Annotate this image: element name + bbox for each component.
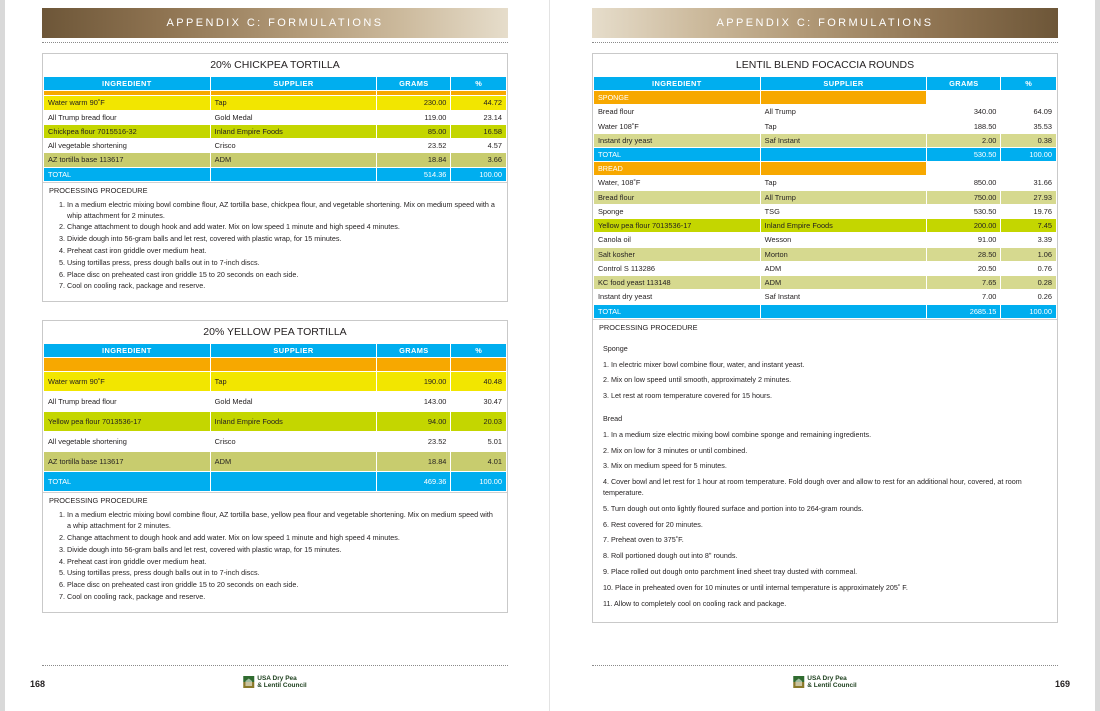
cell-grams: 85.00 <box>377 124 451 138</box>
procedure-step: 7. Preheat oven to 375˚F. <box>603 535 684 545</box>
cell-ingredient: All vegetable shortening <box>44 139 211 153</box>
page-header-title-left: APPENDIX C: FORMULATIONS <box>166 17 384 29</box>
procedure-step: 5. Using tortillas press, press dough balls out in to 7-inch discs. <box>67 258 497 269</box>
table-row <box>594 190 1057 204</box>
cell-supplier: Tap <box>210 372 377 392</box>
cell-supplier <box>210 472 377 492</box>
cell-grams: 230.00 <box>377 96 451 110</box>
procedure-step: 5. Using tortillas press, press dough balls out in to 7-inch discs. <box>67 568 497 579</box>
column-header-percent: % <box>451 77 507 91</box>
column-header-percent: % <box>451 344 507 358</box>
formulation-table <box>43 76 507 182</box>
table-total-row <box>594 304 1057 318</box>
cell-percent: 16.58 <box>451 124 507 138</box>
table-row <box>44 392 507 412</box>
cell-ingredient: Salt kosher <box>594 247 761 261</box>
table-row <box>594 119 1057 133</box>
cell-supplier <box>760 162 927 176</box>
table-row <box>594 233 1057 247</box>
cell-grams: 28.50 <box>927 247 1001 261</box>
table-row <box>594 176 1057 190</box>
procedure-label: PROCESSING PROCEDURE <box>593 319 1057 335</box>
procedure-label: PROCESSING PROCEDURE <box>43 492 507 508</box>
cell-grams <box>927 91 1001 105</box>
column-header-percent: % <box>1001 77 1057 91</box>
cell-ingredient: Control S 113286 <box>594 261 761 275</box>
logo-line-2: & Lentil Council <box>807 682 857 690</box>
cell-grams: 18.84 <box>377 452 451 472</box>
procedure-step: 7. Cool on cooling rack, package and reserve. <box>67 592 497 603</box>
cell-grams <box>377 358 451 372</box>
cell-supplier <box>210 167 377 181</box>
cell-supplier: Saf Instant <box>760 290 927 304</box>
cell-ingredient: Water warm 90˚F <box>44 372 211 392</box>
cell-ingredient: Water, 108˚F <box>594 176 761 190</box>
table-section-row <box>594 162 1057 176</box>
procedure-step: 2. Change attachment to dough hook and add water. Mix on low speed 1 minute and high speed 4 minutes. <box>67 533 497 544</box>
page-right <box>550 0 1100 711</box>
cell-supplier <box>760 148 927 162</box>
cell-grams: 530.50 <box>927 204 1001 218</box>
procedure-step: 11. Allow to completely cool on cooling rack and package. <box>603 598 787 608</box>
column-header-ingredient: INGREDIENT <box>594 77 761 91</box>
table-header-row <box>44 344 507 358</box>
cell-grams: 20.50 <box>927 261 1001 275</box>
page-number: 168 <box>30 679 46 689</box>
cell-percent: 5.01 <box>451 432 507 452</box>
cell-grams: 94.00 <box>377 412 451 432</box>
page-footer-left <box>0 663 550 711</box>
cell-percent: 1.06 <box>1001 247 1057 261</box>
procedure-step: 1. In a medium size electric mixing bowl combine sponge and remaining ingredients. <box>603 429 872 439</box>
cell-supplier: Tap <box>210 96 377 110</box>
cell-total-label: TOTAL <box>594 304 761 318</box>
cell-supplier: All Trump <box>760 105 927 119</box>
cell-total-percent: 100.00 <box>1001 304 1057 318</box>
cell-grams: 7.00 <box>927 290 1001 304</box>
table-row <box>594 219 1057 233</box>
cell-total-label: TOTAL <box>594 148 761 162</box>
cell-percent: 30.47 <box>451 392 507 412</box>
logo-line-1: USA Dry Pea <box>257 675 297 682</box>
table-row <box>44 358 507 372</box>
procedure-step: 1. In a medium electric mixing bowl combine flour, AZ tortilla base, chickpea flour, and vegetable shortening. Mix on medium speed with a whip attachment for 2 minutes. <box>67 200 497 222</box>
procedure-step: 2. Mix on low speed until smooth, approximately 2 minutes. <box>603 375 792 385</box>
formulation-table <box>593 76 1057 319</box>
procedure-step: 1. In electric mixer bowl combine flour, water, and instant yeast. <box>603 359 805 369</box>
table-row <box>44 139 507 153</box>
council-logo <box>793 675 856 690</box>
footer-divider <box>592 665 1058 666</box>
cell-percent: 0.26 <box>1001 290 1057 304</box>
cell-supplier: Inland Empire Foods <box>210 124 377 138</box>
procedure-step: 6. Place disc on preheated cast iron griddle 15 to 20 seconds on each side. <box>67 270 497 281</box>
formulation-card-chickpea-tortilla <box>42 53 508 302</box>
table-title: 20% YELLOW PEA TORTILLA <box>203 326 347 339</box>
column-header-supplier: SUPPLIER <box>210 344 377 358</box>
header-divider-left <box>42 42 508 43</box>
procedure-step: 4. Preheat cast iron griddle over medium heat. <box>67 246 497 257</box>
cell-supplier: ADM <box>760 276 927 290</box>
cell-supplier: Inland Empire Foods <box>760 219 927 233</box>
formulation-card-yellow-pea-tortilla <box>42 320 508 613</box>
logo-text <box>257 675 306 690</box>
cell-supplier: Inland Empire Foods <box>210 412 377 432</box>
cell-grams: 200.00 <box>927 219 1001 233</box>
cell-grams: 850.00 <box>927 176 1001 190</box>
logo-text <box>807 675 856 690</box>
cell-total-percent: 100.00 <box>451 472 507 492</box>
cell-total-percent: 100.00 <box>1001 148 1057 162</box>
procedure-step: 6. Place disc on preheated cast iron griddle 15 to 20 seconds on each side. <box>67 580 497 591</box>
cell-ingredient: Sponge <box>594 204 761 218</box>
cell-grams: 143.00 <box>377 392 451 412</box>
cell-ingredient: All Trump bread flour <box>44 392 211 412</box>
procedure-step: 5. Turn dough out onto lightly floured surface and portion into to 264-gram rounds. <box>603 503 864 513</box>
cell-percent <box>1001 162 1057 176</box>
cell-supplier: Gold Medal <box>210 392 377 412</box>
page-header-title-right: APPENDIX C: FORMULATIONS <box>716 17 934 29</box>
cell-total-grams: 469.36 <box>377 472 451 492</box>
cell-ingredient: Canola oil <box>594 233 761 247</box>
cell-percent: 0.28 <box>1001 276 1057 290</box>
procedure-step: 2. Mix on low for 3 minutes or until combined. <box>603 445 748 455</box>
cell-percent: 44.72 <box>451 96 507 110</box>
procedure-step: 9. Place rolled out dough onto parchment lined sheet tray dusted with cornmeal. <box>603 566 858 576</box>
cell-grams: 18.84 <box>377 153 451 167</box>
cell-percent: 0.38 <box>1001 133 1057 147</box>
table-total-row <box>594 148 1057 162</box>
procedure-subheading-sponge: Sponge <box>603 343 628 353</box>
cell-supplier: Tap <box>760 119 927 133</box>
cell-supplier: Gold Medal <box>210 110 377 124</box>
column-header-grams: GRAMS <box>377 344 451 358</box>
formulation-table <box>43 343 507 492</box>
cell-grams: 340.00 <box>927 105 1001 119</box>
table-row <box>44 153 507 167</box>
table-title: LENTIL BLEND FOCACCIA ROUNDS <box>735 59 915 71</box>
procedure-body <box>43 198 507 301</box>
procedure-step: 6. Rest covered for 20 minutes. <box>603 519 703 529</box>
cell-percent: 64.09 <box>1001 105 1057 119</box>
cell-supplier: ADM <box>760 261 927 275</box>
cell-percent: 27.93 <box>1001 190 1057 204</box>
procedure-step: 3. Let rest at room temperature covered for 15 hours. <box>603 391 772 401</box>
table-header-row <box>44 77 507 91</box>
cell-supplier <box>760 91 927 105</box>
table-row <box>44 110 507 124</box>
cell-percent: 7.45 <box>1001 219 1057 233</box>
column-header-ingredient: INGREDIENT <box>44 77 211 91</box>
table-row <box>594 133 1057 147</box>
page-footer-right <box>550 663 1100 711</box>
cell-ingredient: AZ tortilla base 113617 <box>44 153 211 167</box>
cell-percent: 35.53 <box>1001 119 1057 133</box>
table-row <box>594 276 1057 290</box>
cell-grams: 23.52 <box>377 432 451 452</box>
cell-percent: 19.76 <box>1001 204 1057 218</box>
cell-ingredient: Yellow pea flour 7013536-17 <box>44 412 211 432</box>
cell-grams: 750.00 <box>927 190 1001 204</box>
cell-supplier <box>210 358 377 372</box>
table-row <box>594 247 1057 261</box>
cell-percent: 4.01 <box>451 452 507 472</box>
logo-mark-icon <box>793 676 804 688</box>
cell-total-grams: 514.36 <box>377 167 451 181</box>
cell-percent: 20.03 <box>451 412 507 432</box>
column-header-ingredient: INGREDIENT <box>44 344 211 358</box>
cell-ingredient: Yellow pea flour 7013536-17 <box>594 219 761 233</box>
table-total-row <box>44 472 507 492</box>
cell-total-grams: 2685.15 <box>927 304 1001 318</box>
cell-percent: 31.66 <box>1001 176 1057 190</box>
table-header-row <box>594 77 1057 91</box>
column-header-grams: GRAMS <box>377 77 451 91</box>
cell-supplier: TSG <box>760 204 927 218</box>
procedure-label: PROCESSING PROCEDURE <box>43 182 507 198</box>
table-row <box>44 412 507 432</box>
page-header-banner-right <box>592 8 1058 38</box>
logo-mark-icon <box>243 676 254 688</box>
column-header-supplier: SUPPLIER <box>760 77 927 91</box>
cell-ingredient <box>44 358 211 372</box>
cell-percent <box>1001 91 1057 105</box>
cell-section-label: BREAD <box>594 162 761 176</box>
cell-percent: 0.76 <box>1001 261 1057 275</box>
cell-total-grams: 530.50 <box>927 148 1001 162</box>
cell-grams: 188.50 <box>927 119 1001 133</box>
procedure-step: 1. In a medium electric mixing bowl combine flour, AZ tortilla base, yellow pea flour and vegetable shortening. Mix on medium speed with a whip attachment for 2 minutes. <box>67 510 497 532</box>
header-divider-right <box>592 42 1058 43</box>
procedure-body <box>593 335 1057 623</box>
footer-divider <box>42 665 508 666</box>
cell-ingredient: Instant dry yeast <box>594 290 761 304</box>
table-row <box>594 204 1057 218</box>
cell-total-percent: 100.00 <box>451 167 507 181</box>
formulation-card-lentil-focaccia <box>592 53 1058 623</box>
page-header-banner-left <box>42 8 508 38</box>
table-section-row <box>594 91 1057 105</box>
cell-supplier: Morton <box>760 247 927 261</box>
table-title: 20% CHICKPEA TORTILLA <box>210 59 340 71</box>
logo-line-2: & Lentil Council <box>257 682 307 690</box>
cell-percent: 3.39 <box>1001 233 1057 247</box>
cell-supplier: Crisco <box>210 432 377 452</box>
procedure-step: 3. Mix on medium speed for 5 minutes. <box>603 461 727 471</box>
procedure-step: 4. Preheat cast iron griddle over medium heat. <box>67 557 497 568</box>
procedure-step: 2. Change attachment to dough hook and add water. Mix on low speed 1 minute and high speed 4 minutes. <box>67 222 497 233</box>
procedure-step: 3. Divide dough into 56-gram balls and let rest, covered with plastic wrap, for 15 minutes. <box>67 234 497 245</box>
cell-percent <box>451 358 507 372</box>
cell-section-label: SPONGE <box>594 91 761 105</box>
cell-grams <box>927 162 1001 176</box>
table-row <box>44 452 507 472</box>
cell-grams: 23.52 <box>377 139 451 153</box>
cell-grams: 2.00 <box>927 133 1001 147</box>
table-row <box>44 124 507 138</box>
procedure-step: 7. Cool on cooling rack, package and reserve. <box>67 281 497 292</box>
cell-ingredient: AZ tortilla base 113617 <box>44 452 211 472</box>
table-row <box>44 432 507 452</box>
cell-percent: 3.66 <box>451 153 507 167</box>
cell-percent: 23.14 <box>451 110 507 124</box>
cell-supplier: Wesson <box>760 233 927 247</box>
cell-grams: 91.00 <box>927 233 1001 247</box>
cell-supplier: Crisco <box>210 139 377 153</box>
column-header-grams: GRAMS <box>927 77 1001 91</box>
cell-total-label: TOTAL <box>44 472 211 492</box>
cell-ingredient: KC food yeast 113148 <box>594 276 761 290</box>
cell-supplier: All Trump <box>760 190 927 204</box>
cell-supplier: Tap <box>760 176 927 190</box>
procedure-body <box>43 508 507 611</box>
cell-ingredient: All Trump bread flour <box>44 110 211 124</box>
table-total-row <box>44 167 507 181</box>
table-row <box>44 372 507 392</box>
column-header-supplier: SUPPLIER <box>210 77 377 91</box>
cell-supplier: ADM <box>210 452 377 472</box>
cell-grams: 7.65 <box>927 276 1001 290</box>
cell-ingredient: Water 108˚F <box>594 119 761 133</box>
cell-ingredient: Chickpea flour 7015516-32 <box>44 124 211 138</box>
table-row <box>594 261 1057 275</box>
cell-ingredient: Bread flour <box>594 190 761 204</box>
cell-ingredient: Water warm 90˚F <box>44 96 211 110</box>
cell-supplier <box>760 304 927 318</box>
cell-ingredient: All vegetable shortening <box>44 432 211 452</box>
cell-grams: 119.00 <box>377 110 451 124</box>
table-row <box>594 105 1057 119</box>
cell-grams: 190.00 <box>377 372 451 392</box>
cell-percent: 4.57 <box>451 139 507 153</box>
logo-line-1: USA Dry Pea <box>807 675 847 682</box>
procedure-step: 8. Roll portioned dough out into 8ʺ rounds. <box>603 551 738 561</box>
procedure-step: 10. Place in preheated oven for 10 minutes or until internal temperature is approximately 205˚ F. <box>603 582 908 592</box>
procedure-step: 4. Cover bowl and let rest for 1 hour at room temperature. Fold dough over and allow to rest for an additional hour, covered, at room temperature. <box>603 477 1022 497</box>
cell-total-label: TOTAL <box>44 167 211 181</box>
cell-supplier: ADM <box>210 153 377 167</box>
cell-percent: 40.48 <box>451 372 507 392</box>
council-logo <box>243 675 306 690</box>
cell-ingredient: Instant dry yeast <box>594 133 761 147</box>
cell-ingredient: Bread flour <box>594 105 761 119</box>
cell-supplier: Saf Instant <box>760 133 927 147</box>
procedure-step: 3. Divide dough into 56-gram balls and let rest, covered with plastic wrap, for 15 minutes. <box>67 545 497 556</box>
page-number: 169 <box>1054 679 1070 689</box>
table-row <box>44 96 507 110</box>
procedure-subheading-bread: Bread <box>603 413 623 423</box>
table-row <box>594 290 1057 304</box>
